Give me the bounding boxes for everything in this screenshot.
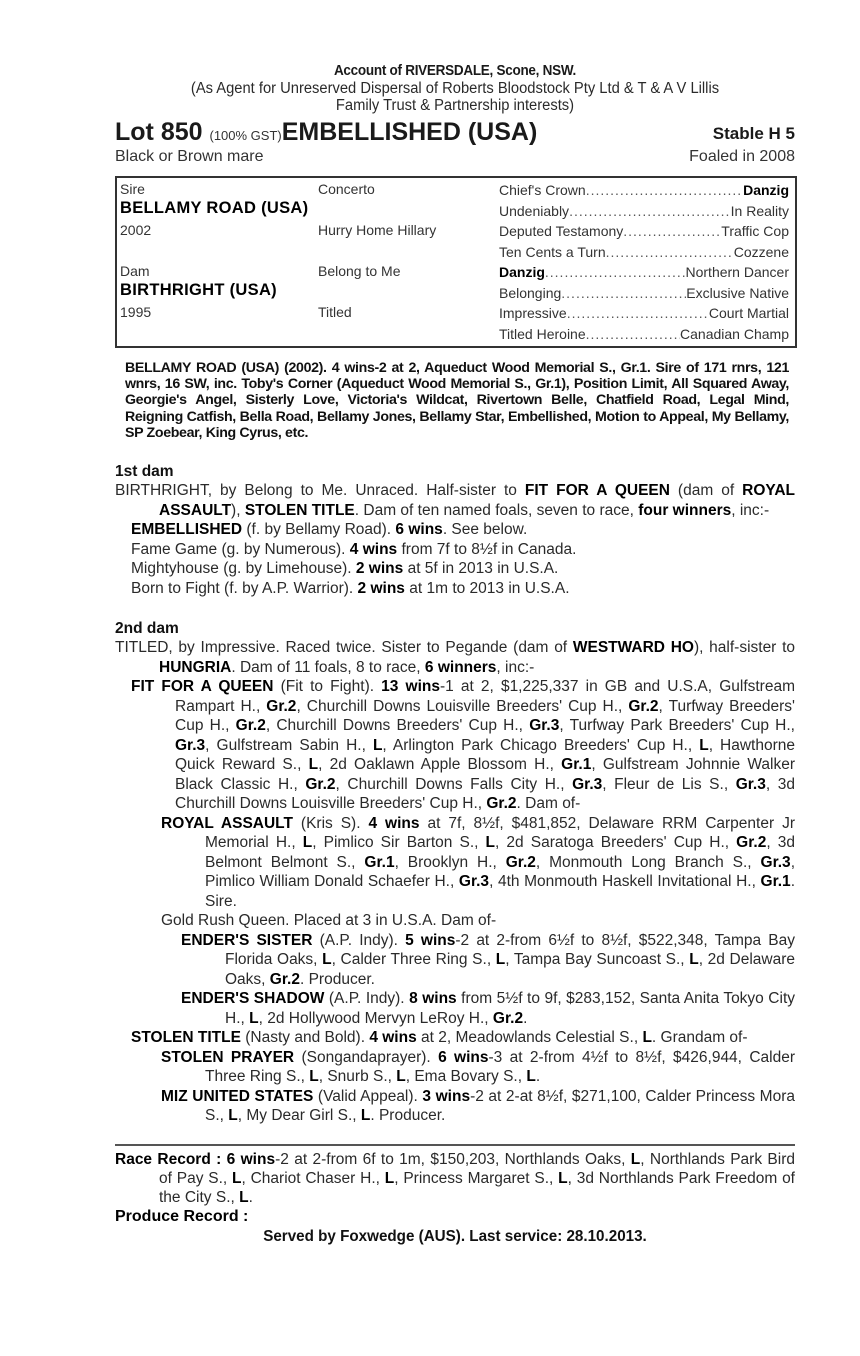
pedigree-third-generation <box>499 180 789 344</box>
text: , Pimlico William Donald Schaefer H., <box>205 853 795 891</box>
bold-text: L <box>249 1009 259 1027</box>
bold-text: ENDER'S SISTER <box>181 931 313 949</box>
produce-record-title: Produce Record : <box>115 1207 249 1225</box>
sire-dam: Hurry Home Hillary <box>318 222 437 238</box>
text: Fame Game (g. by Numerous). <box>131 540 350 558</box>
text: , 3d Northlands Park Freedom of the City S., <box>159 1169 795 1206</box>
bold-text: Gr.3 <box>572 775 603 793</box>
ancestor-right: Cozzene <box>733 243 789 260</box>
ancestor-right: Court Martial <box>708 305 789 321</box>
ancestor-left: Ten Cents a Turn <box>499 243 606 260</box>
vendor-account: Account of RIVERSDALE, Scone, NSW. <box>333 62 577 79</box>
first-dam-section <box>115 481 795 598</box>
dam-label: Dam <box>120 263 150 279</box>
text: (Valid Appeal). <box>313 1087 423 1105</box>
text: (Songandaprayer). <box>294 1048 439 1066</box>
pedigree-paragraph <box>115 579 795 599</box>
bold-text: L <box>396 1068 406 1086</box>
pedigree-paragraph <box>115 1028 795 1048</box>
bold-text: Gr.3 <box>458 873 490 891</box>
bold-text: 8 wins <box>409 990 457 1008</box>
text: , Chariot Chaser H., <box>241 1169 385 1187</box>
ancestor-right: Traffic Cop <box>721 223 789 239</box>
bold-text: L <box>309 1068 319 1086</box>
leader-dots <box>561 283 686 304</box>
text: , 4th Monmouth Haskell Invitational H., <box>489 873 761 891</box>
text: , Fleur de Lis S., <box>602 775 736 793</box>
pedigree-row <box>499 324 789 345</box>
ancestor-left: Deputed Testamony <box>499 223 624 239</box>
bold-text: 2 wins <box>355 560 404 578</box>
pedigree-paragraph <box>115 481 795 520</box>
text: from 7f to 8½f in Canada. <box>397 540 577 558</box>
agent-line-2: Family Trust & Partnership interests) <box>335 97 575 114</box>
pedigree-paragraph <box>115 1048 795 1087</box>
text: . <box>523 1009 528 1027</box>
pedigree-paragraph <box>115 677 795 814</box>
text: . Producer. <box>370 1107 446 1125</box>
bold-text: L <box>384 1169 395 1187</box>
text: , Arlington Park Chicago Breeders' Cup H., <box>382 736 700 754</box>
text: , Turfway Park Breeders' Cup H., <box>559 717 795 735</box>
bold-text: Gr.2 <box>269 970 300 988</box>
bold-text: Gr.2 <box>736 834 767 852</box>
text: , Hawthorne Quick Reward S., <box>175 736 796 774</box>
ancestor-left: Impressive <box>499 305 567 321</box>
text: , 3d Churchill Downs Louisville Breeders' Cup H., <box>175 775 795 813</box>
bold-text: L <box>630 1150 641 1168</box>
bold-text: MIZ UNITED STATES <box>161 1087 314 1105</box>
bold-text: L <box>372 736 383 754</box>
bold-text: STOLEN TITLE <box>244 501 355 519</box>
pedigree-paragraph <box>115 814 795 912</box>
text: , Calder Three Ring S., <box>331 951 496 969</box>
catalogue-page <box>115 62 795 1247</box>
pedigree-paragraph <box>115 1087 795 1126</box>
text: . Producer. <box>299 970 375 988</box>
pedigree-paragraph <box>115 638 795 677</box>
pedigree-paragraph <box>115 520 795 540</box>
bold-text: Gr.2 <box>266 697 297 715</box>
ancestor-left: Danzig <box>499 264 545 280</box>
bold-text: L <box>228 1107 238 1125</box>
bold-text: L <box>232 1169 242 1187</box>
text: , Princess Margaret S., <box>394 1169 559 1187</box>
text: TITLED, by Impressive. Raced twice. Sister to Pegande (dam of <box>115 639 573 657</box>
pedigree-paragraph <box>115 931 795 990</box>
leader-dots <box>567 303 709 324</box>
second-dam-section <box>115 638 795 1126</box>
text: , Brooklyn H., <box>394 853 506 871</box>
section-divider <box>115 1144 795 1146</box>
bold-text: FIT FOR A QUEEN <box>524 482 670 500</box>
text: Born to Fight (f. by A.P. Warrior). <box>131 579 358 597</box>
bold-text: L <box>558 1169 568 1187</box>
text: , Gulfstream Johnnie Walker Black Classic H., <box>175 756 796 793</box>
bold-text: 4 wins <box>349 540 398 558</box>
text: , Churchill Downs Breeders' Cup H., <box>265 717 530 735</box>
bold-text: 6 wins <box>395 521 443 539</box>
foaled-year: Foaled in 2008 <box>689 148 795 165</box>
text: (Nasty and Bold). <box>240 1029 370 1047</box>
bold-text: Gr.2 <box>628 697 659 715</box>
bold-text: 4 wins <box>369 1029 417 1047</box>
pedigree-paragraph <box>115 559 795 579</box>
ancestor-right: Canadian Champ <box>680 325 789 342</box>
pedigree-row <box>499 221 789 242</box>
text: Gold Rush Queen. Placed at 3 in U.S.A. Dam of- <box>161 912 497 930</box>
text: , 3d Belmont Belmont S., <box>205 834 795 871</box>
bold-text: FIT FOR A QUEEN <box>131 678 274 696</box>
leader-dots <box>623 221 721 242</box>
stable-location: Stable H 5 <box>712 124 795 143</box>
bold-text: Gr.3 <box>175 736 206 754</box>
bold-text: L <box>360 1107 371 1125</box>
text: , Monmouth Long Branch S., <box>535 853 761 871</box>
text: at 5f in 2013 in U.S.A. <box>403 560 559 578</box>
bold-text: Gr.3 <box>529 717 560 735</box>
pedigree-box <box>115 176 797 348</box>
bold-text: Gr.3 <box>735 775 766 793</box>
ancestor-right: Exclusive Native <box>686 284 789 301</box>
text: at 7f, 8½f, $481,852, Delaware RRM Carpenter Jr Memorial H., <box>205 814 795 852</box>
text: . Dam of ten named foals, seven to race, <box>354 501 639 519</box>
text: , Northlands Park Bird of Pay S., <box>159 1150 795 1187</box>
text: , Turfway Breeders' Cup H., <box>175 697 795 735</box>
horse-description: Black or Brown mare <box>115 148 264 165</box>
text: (dam of <box>669 482 743 500</box>
ancestor-left: Chief's Crown <box>499 182 586 198</box>
text: at 1m to 2013 in U.S.A. <box>404 579 570 597</box>
bold-text: Gr.2 <box>505 853 536 871</box>
bold-text: Gr.2 <box>305 775 336 793</box>
pedigree-paragraph <box>115 540 795 560</box>
dam-name: BIRTHRIGHT (USA) <box>120 281 277 299</box>
pedigree-row <box>499 303 789 324</box>
text: , Tampa Bay Suncoast S., <box>505 951 690 969</box>
bold-text: 3 wins <box>422 1087 471 1105</box>
pedigree-row <box>499 242 789 263</box>
horse-name: EMBELLISHED (USA) <box>281 118 538 146</box>
text: , 2d Delaware Oaks, <box>225 951 795 988</box>
text: , inc:- <box>496 658 535 676</box>
first-dam-title: 1st dam <box>115 463 174 481</box>
text: . Dam of- <box>516 795 581 813</box>
bold-text: STOLEN TITLE <box>131 1029 241 1047</box>
text: -2 at 2-from 6f to 1m, $150,203, Northlands Oaks, <box>275 1150 631 1168</box>
dam-dam: Titled <box>318 304 352 320</box>
dam-year: 1995 <box>120 304 152 320</box>
bold-text: 13 wins <box>381 678 440 696</box>
sire-sire: Concerto <box>318 181 375 197</box>
text: , 2d Oaklawn Apple Blossom H., <box>318 756 562 774</box>
bold-text: 6 wins <box>438 1048 489 1066</box>
text: . Sire. <box>205 873 795 910</box>
text: , Churchill Downs Louisville Breeders' Cup H., <box>296 697 629 715</box>
leader-dots <box>545 262 686 283</box>
text: (Kris S). <box>292 814 369 832</box>
lot-number: Lot 850 <box>115 118 203 146</box>
dam-sire: Belong to Me <box>318 263 401 279</box>
bold-text: L <box>239 1188 249 1206</box>
bold-text: L <box>308 756 319 774</box>
pedigree-paragraph <box>115 911 795 931</box>
bold-text: 6 winners <box>424 658 497 676</box>
text: . <box>248 1188 253 1206</box>
ancestor-right: Northern Dancer <box>685 264 789 280</box>
ancestor-left: Titled Heroine <box>499 325 586 342</box>
leader-dots <box>586 324 680 345</box>
text: . <box>535 1068 541 1086</box>
pedigree-paragraph <box>115 989 795 1028</box>
bold-text: ROYAL ASSAULT <box>161 814 293 832</box>
bold-text: ROYAL ASSAULT <box>159 482 795 519</box>
text: Mightyhouse (g. by Limehouse). <box>131 560 356 578</box>
bold-text: L <box>689 951 699 969</box>
ancestor-right: Danzig <box>743 182 789 198</box>
text: -2 at 2-from 6½f to 8½f, $522,348, Tampa Bay Florida Oaks, <box>225 931 795 969</box>
race-record <box>115 1150 795 1207</box>
text: at 2, Meadowlands Celestial S., <box>416 1029 643 1047</box>
sire-name: BELLAMY ROAD (USA) <box>120 199 309 217</box>
bold-text: WESTWARD HO <box>572 639 694 657</box>
text: , inc:- <box>731 501 770 519</box>
text: ), half-sister to <box>693 639 795 657</box>
lot-gst: (100% GST) <box>209 128 282 143</box>
bold-text: L <box>699 736 709 754</box>
bold-text: Gr.2 <box>235 717 266 735</box>
bold-text: four winners <box>638 501 732 519</box>
text: ), <box>231 501 245 519</box>
bold-text: L <box>526 1068 536 1086</box>
text: -2 at 2-at 8½f, $271,100, Calder Princess Mora S., <box>205 1087 795 1125</box>
text: . Dam of 11 foals, 8 to race, <box>231 658 425 676</box>
text: -1 at 2, $1,225,337 in GB and U.S.A, Gulfstream Rampart H., <box>175 678 795 715</box>
text: (A.P. Indy). <box>312 931 406 949</box>
text: (f. by Bellamy Road). <box>242 521 396 539</box>
text: . See below. <box>442 521 528 539</box>
leader-dots <box>586 180 743 201</box>
bold-text: Gr.2 <box>492 1009 524 1027</box>
bold-text: Gr.3 <box>760 853 791 871</box>
bold-text: L <box>485 834 496 852</box>
text: , 2d Hollywood Mervyn LeRoy H., <box>258 1009 493 1027</box>
text: BIRTHRIGHT, by Belong to Me. Unraced. Half-sister to <box>115 482 525 500</box>
text: -3 at 2-from 4½f to 8½f, $426,944, Calder Three Ring S., <box>205 1048 795 1086</box>
service-details: Served by Foxwedge (AUS). Last service: 28.10.2013. <box>263 1227 647 1245</box>
bold-text: L <box>642 1029 652 1047</box>
pedigree-row <box>499 180 789 201</box>
bold-text: Race Record : 6 wins <box>115 1150 276 1168</box>
lot-heading <box>115 118 795 148</box>
text: , Snurb S., <box>318 1068 397 1086</box>
bold-text: L <box>495 951 506 969</box>
text: , Gulfstream Sabin H., <box>205 736 373 754</box>
bold-text: EMBELLISHED <box>131 521 243 539</box>
text: , Churchill Downs Falls City H., <box>335 775 573 793</box>
bold-text: ENDER'S SHADOW <box>181 990 325 1008</box>
pedigree-row <box>499 262 789 283</box>
ancestor-right: In Reality <box>730 202 789 219</box>
bold-text: L <box>302 834 313 852</box>
text: . Grandam of- <box>651 1029 748 1047</box>
bold-text: Gr.2 <box>486 795 517 813</box>
text: , My Dear Girl S., <box>237 1107 361 1125</box>
bold-text: Gr.1 <box>760 873 791 891</box>
ancestor-left: Belonging <box>499 284 562 301</box>
text: from 5½f to 9f, $283,152, Santa Anita Tokyo City H., <box>225 990 795 1027</box>
text: , Ema Bovary S., <box>405 1068 527 1086</box>
bold-text: STOLEN PRAYER <box>161 1048 295 1066</box>
sire-year: 2002 <box>120 222 152 238</box>
text: , Pimlico Sir Barton S., <box>312 834 486 852</box>
leader-dots <box>569 201 731 222</box>
text: (A.P. Indy). <box>324 990 410 1008</box>
ancestor-left: Undeniably <box>499 202 570 219</box>
leader-dots <box>606 242 734 263</box>
lot-title <box>115 118 537 147</box>
sire-label: Sire <box>120 181 145 197</box>
text: , 2d Saratoga Breeders' Cup H., <box>495 834 737 852</box>
agent-line-1: (As Agent for Unreserved Dispersal of Roberts Bloodstock Pty Ltd & T & A V Lillis <box>190 80 720 97</box>
bold-text: Gr.1 <box>364 853 395 871</box>
sire-summary: BELLAMY ROAD (USA) (2002). 4 wins-2 at 2, Aqueduct Wood Memorial S., Gr.1. Sire of 171 rnrs, 121 wnrs, 16 SW, inc. Toby's Corner (Aqueduct Wood Memorial S., Gr.1), Position Limit, All Squared Away, Georgie's Angel, Sisterly Love, Victoria's Wildcat, Rivertown Belle, Chatfield Road, Legal Mind, Reigning Catfish, Bella Road, Bellamy Jones, Bellamy Star, Embellished, Motion to Appeal, My Bellamy, SP Zoebear, King Cyrus, etc. <box>125 360 789 441</box>
bold-text: 2 wins <box>357 579 405 597</box>
bold-text: 4 wins <box>368 814 420 832</box>
pedigree-row <box>499 201 789 222</box>
lot-subheading <box>115 148 795 170</box>
bold-text: 5 wins <box>405 931 456 949</box>
bold-text: L <box>322 951 332 969</box>
second-dam-title: 2nd dam <box>115 620 179 638</box>
pedigree-row <box>499 283 789 304</box>
text: (Fit to Fight). <box>273 678 382 696</box>
bold-text: Gr.1 <box>561 756 592 774</box>
bold-text: HUNGRIA <box>159 658 232 676</box>
